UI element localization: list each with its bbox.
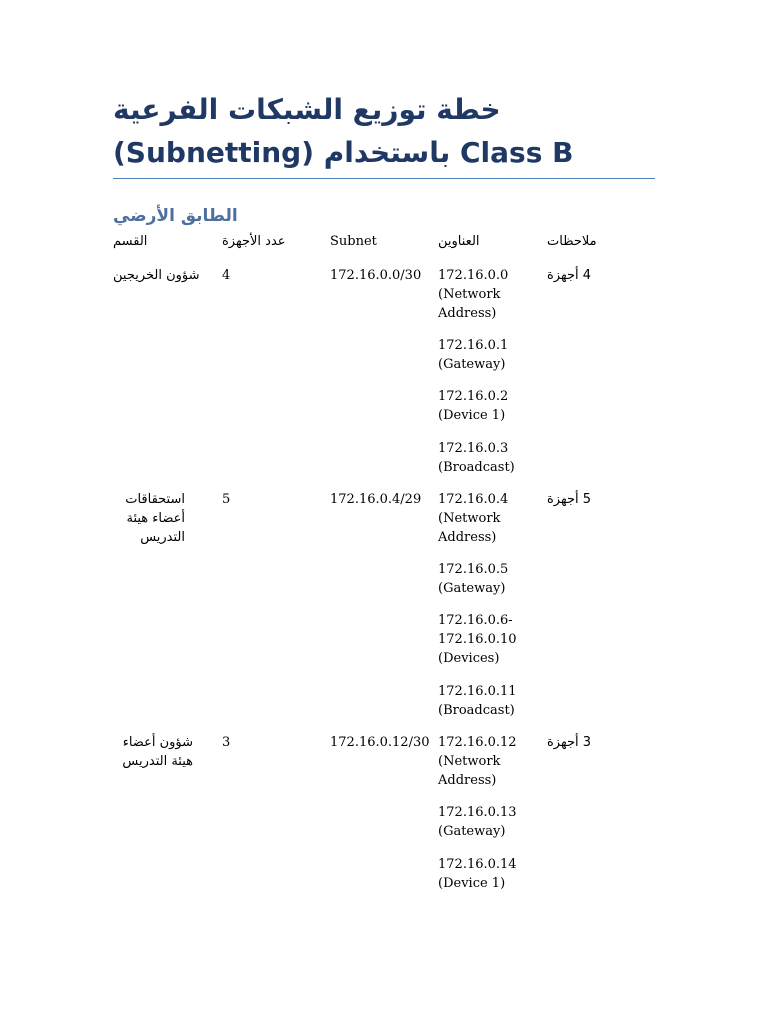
address-entry: 172.16.0.12 (Network Address) bbox=[438, 735, 517, 788]
address-entry: 172.16.0.1 (Gateway) bbox=[438, 338, 509, 372]
subnet-cell: 172.16.0.0/30 bbox=[330, 268, 422, 283]
header-device-count: عدد الأجهزة bbox=[222, 234, 286, 249]
header-subnet: Subnet bbox=[330, 234, 377, 249]
department-cell: شؤون الخريجين bbox=[113, 268, 200, 283]
document-title-line-1: خطة توزيع الشبكات الفرعية bbox=[113, 93, 501, 126]
address-entry: 172.16.0.0 (Network Address) bbox=[438, 268, 509, 321]
address-entry: 172.16.0.4 (Network Address) bbox=[438, 492, 509, 545]
device-count-cell: 4 bbox=[222, 268, 231, 283]
header-department: القسم bbox=[113, 234, 148, 249]
notes-cell: 4 أجهزة bbox=[547, 268, 592, 283]
department-cell: استحقاقات أعضاء هيئة التدريس bbox=[125, 492, 185, 545]
address-entry: 172.16.0.5 (Gateway) bbox=[438, 562, 509, 596]
address-entry: 172.16.0.11 (Broadcast) bbox=[438, 684, 517, 718]
address-entry: 172.16.0.14 (Device 1) bbox=[438, 857, 517, 891]
address-entry: 172.16.0.13 (Gateway) bbox=[438, 805, 517, 839]
department-cell: شؤون أعضاء هيئة التدريس bbox=[122, 735, 193, 769]
address-entry: 172.16.0.6-172.16.0.10 (Devices) bbox=[438, 613, 517, 666]
device-count-cell: 3 bbox=[222, 735, 231, 750]
address-entry: 172.16.0.2 (Device 1) bbox=[438, 389, 509, 423]
notes-cell: 3 أجهزة bbox=[547, 735, 592, 750]
device-count-cell: 5 bbox=[222, 492, 231, 507]
header-addresses: العناوين bbox=[438, 234, 480, 249]
title-divider bbox=[113, 178, 655, 179]
subnet-cell: 172.16.0.4/29 bbox=[330, 492, 422, 507]
header-notes: ملاحظات bbox=[547, 234, 597, 249]
subnet-cell: 172.16.0.12/30 bbox=[330, 735, 430, 750]
document-title-line-2: (Subnetting) باستخدام Class B bbox=[113, 136, 574, 169]
address-entry: 172.16.0.3 (Broadcast) bbox=[438, 441, 515, 475]
section-heading: الطابق الأرضي bbox=[113, 206, 238, 226]
notes-cell: 5 أجهزة bbox=[547, 492, 592, 507]
